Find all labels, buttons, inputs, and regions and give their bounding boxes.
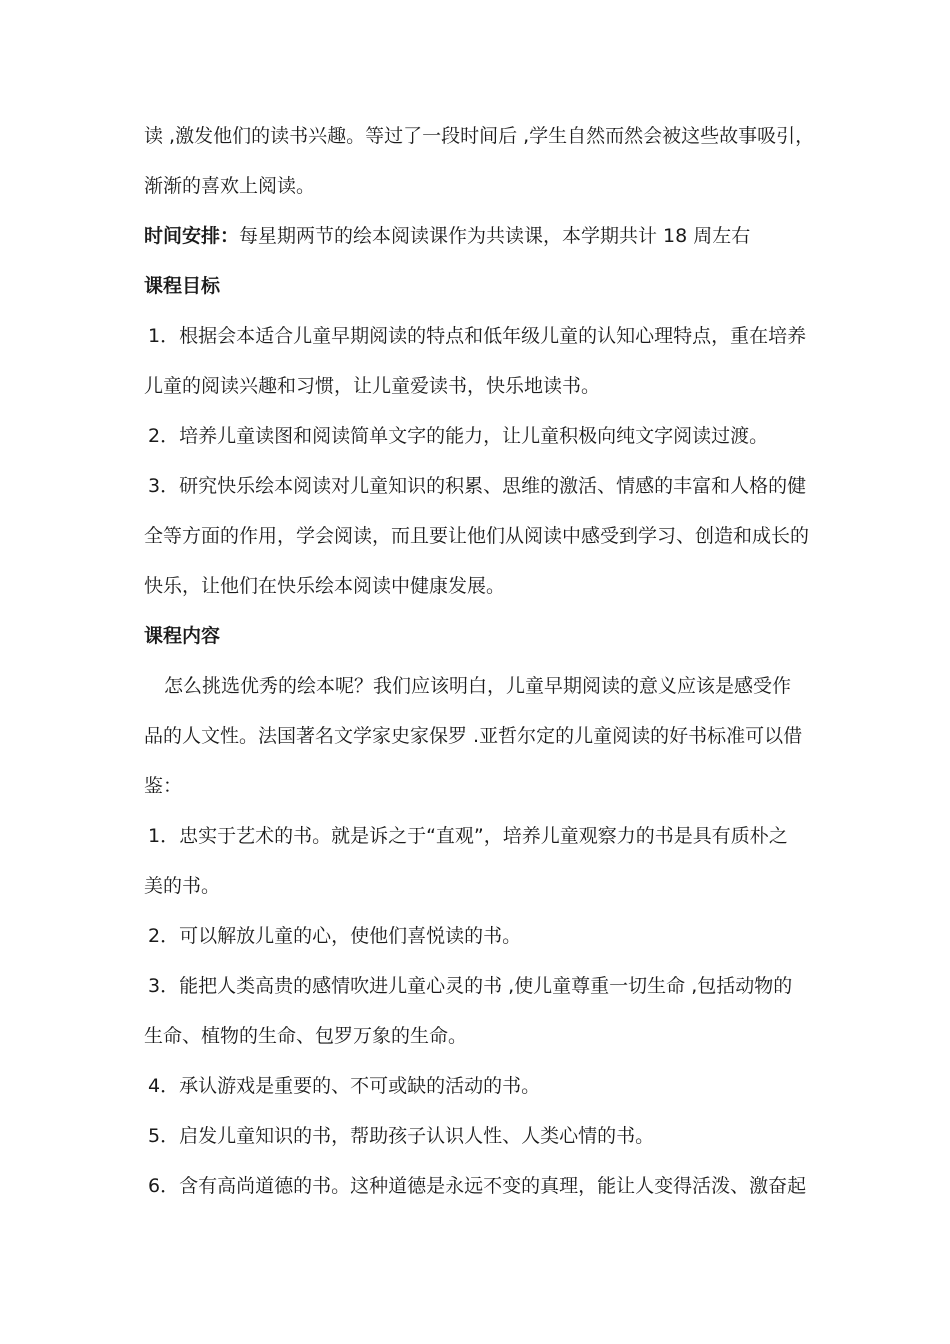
schedule-paragraph bbox=[144, 222, 814, 250]
goal-1-line-1: 1．根据会本适合儿童早期阅读的特点和低年级儿童的认知心理特点，重在培养 bbox=[148, 325, 807, 347]
content-paragraph-line-2: 品的人文性。法国著名文学家史家保罗 .亚哲尔定的儿童阅读的好书标准可以借 bbox=[144, 725, 803, 747]
goals-heading: 课程目标 bbox=[144, 275, 221, 297]
criteria-item-6: 6．含有高尚道德的书。这种道德是永远不变的真理，能让人变得活泼、激奋起 bbox=[148, 1175, 807, 1197]
content-paragraph-line-1: 怎么挑选优秀的绘本呢？我们应该明白，儿童早期阅读的意义应该是感受作 bbox=[164, 675, 792, 697]
intro-continuation-line-2: 渐渐的喜欢上阅读。 bbox=[144, 175, 316, 197]
goal-3-line-3: 快乐，让他们在快乐绘本阅读中健康发展。 bbox=[144, 575, 506, 597]
goal-2: 2．培养儿童读图和阅读简单文字的能力，让儿童积极向纯文字阅读过渡。 bbox=[148, 425, 769, 447]
criteria-item-4: 4．承认游戏是重要的、不可或缺的活动的书。 bbox=[148, 1075, 541, 1097]
intro-continuation-line-1: 读 ,激发他们的读书兴趣。等过了一段时间后 ,学生自然而然会被这些故事吸引， bbox=[144, 125, 814, 147]
schedule-text: 每星期两节的绘本阅读课作为共读课，本学期共计 18 周左右 bbox=[239, 225, 751, 247]
schedule-label: 时间安排： bbox=[144, 225, 240, 247]
criteria-item-3-line-1: 3．能把人类高贵的感情吹进儿童心灵的书 ,使儿童尊重一切生命 ,包括动物的 bbox=[148, 975, 793, 997]
criteria-item-2: 2．可以解放儿童的心，使他们喜悦读的书。 bbox=[148, 925, 522, 947]
criteria-item-1-line-1: 1．忠实于艺术的书。就是诉之于“直观”，培养儿童观察力的书是具有质朴之 bbox=[148, 825, 788, 847]
content-paragraph-line-3: 鉴： bbox=[144, 775, 183, 797]
criteria-item-3-line-2: 生命、植物的生命、包罗万象的生命。 bbox=[144, 1025, 468, 1047]
goal-3-line-1: 3．研究快乐绘本阅读对儿童知识的积累、思维的激活、情感的丰富和人格的健 bbox=[148, 475, 807, 497]
content-heading: 课程内容 bbox=[144, 625, 221, 647]
goal-1-line-2: 儿童的阅读兴趣和习惯，让儿童爱读书，快乐地读书。 bbox=[144, 375, 601, 397]
criteria-item-5: 5．启发儿童知识的书，帮助孩子认识人性、人类心情的书。 bbox=[148, 1125, 655, 1147]
criteria-item-1-line-2: 美的书。 bbox=[144, 875, 221, 897]
goal-3-line-2: 全等方面的作用，学会阅读，而且要让他们从阅读中感受到学习、创造和成长的 bbox=[144, 525, 810, 547]
